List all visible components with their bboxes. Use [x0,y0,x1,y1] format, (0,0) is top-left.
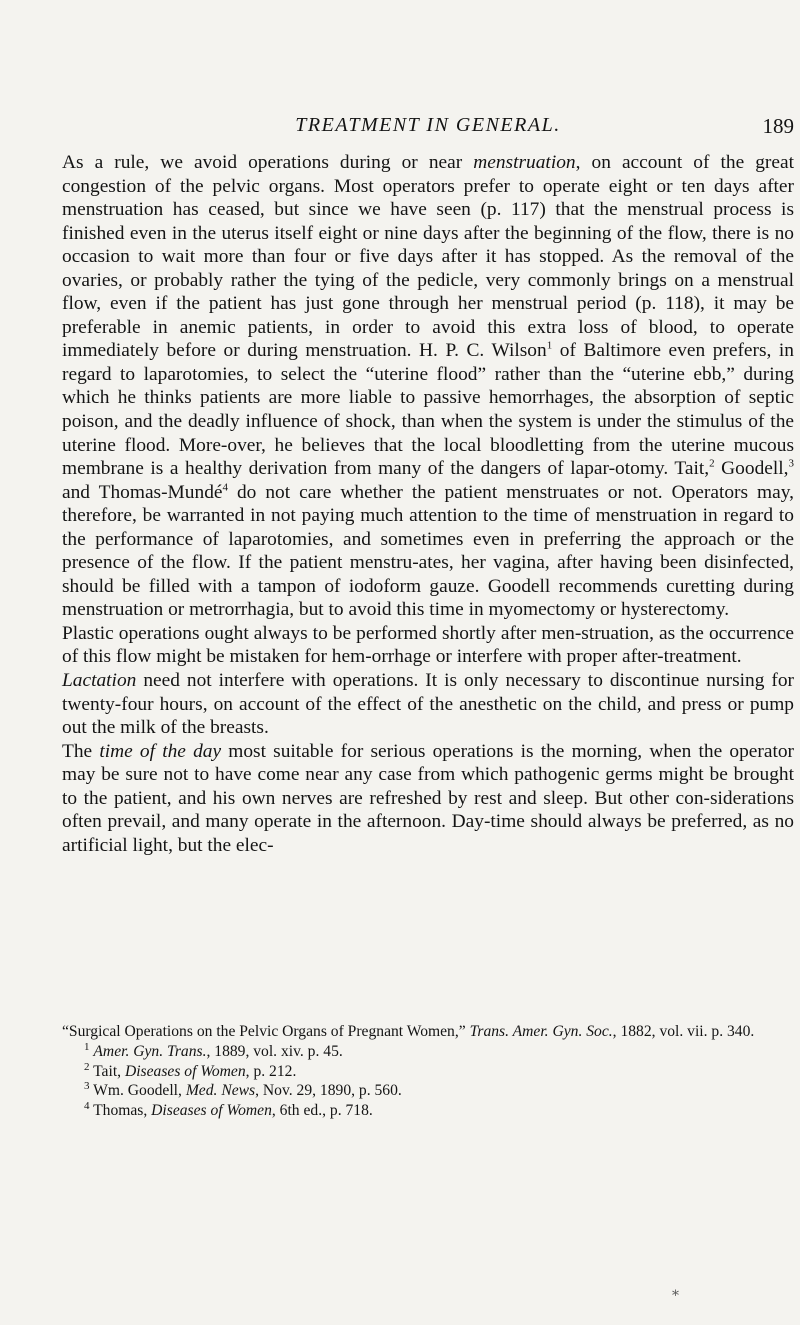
paragraph-menstruation [62,151,794,622]
text-span: , 1889, vol. xiv. p. 45. [206,1042,343,1060]
footnote-2 [62,1062,794,1082]
italic-citation: Trans. Amer. Gyn. Soc. [469,1023,613,1040]
text-span: The [62,740,100,762]
text-span: of Baltimore even prefers, in regard to laparotomies, to select the “uterine flood” rather than the “uterine ebb,” during which he thinks patients are more liable to passive hemorrhages, the absorption of septic poison, and the deadly influence of shock, than when the system is under the stimulus of the uterine flood. More-over, he believes that the local bloodletting from the uterine mucous membrane is a healthy derivation from many of the dangers of lapar-otomy. Tait, [62,340,795,480]
text-span: Thomas, [93,1102,152,1120]
footnote-ref-2: 2 [709,457,715,470]
italic-citation: Diseases of Women [124,1062,246,1080]
footnote-number: 2 [84,1060,90,1073]
footnote-1 [62,1042,794,1062]
paragraph-time-of-day [62,740,794,858]
text-span: , p. 212. [245,1062,297,1080]
footnote-4 [62,1101,794,1121]
text-span: , 6th ed., p. 718. [271,1102,373,1120]
text-span: , Nov. 29, 1890, p. 560. [255,1082,402,1100]
footnotes [62,1022,794,1121]
footnote-continuation [62,1022,794,1042]
text-span: Goodell, [714,458,789,480]
footnote-number: 1 [84,1040,90,1053]
page-header [62,114,794,144]
text-span: , on account of the great congestion of the pelvic organs. Most operators prefer to operate eight or ten days after menstruation has ceased, but since we have seen (p. 117) that the menstrual process is finished even in the uterus itself eight or nine days after the beginning of the flow, there is no occasion to wait more than four or five days after it has stopped. As the removal of the ovaries, or probably rather the tying of the pedicle, very commonly brings on a menstrual flow, even if the patient has just gone through her menstrual period (p. 118), it may be preferable in anemic patients, in order to avoid this extra loss of blood, to operate immediately before or during menstruation. H. P. C. Wilson [62,152,794,362]
italic-term: Lactation [62,670,137,692]
italic-term: menstruation [473,152,576,173]
running-title: TREATMENT IN GENERAL. [295,114,561,136]
paragraph-plastic-operations: Plastic operations ought always to be performed shortly after men-struation, as the occurrence of this flow might be mistaken for hem-orrhage or interfere with proper after-treatment. [62,622,794,668]
text-span: do not care whether the patient menstruates or not. Operators may, therefore, be warranted in not paying much attention to the time of menstruation in regard to the performance of laparotomies, and sometimes even in preferring the approach or the presence of the flow. If the patient menstru-ates, her vagina, after having been disinfected, should be filled with a tampon of iodoform gauze. Goodell recommends curetting during menstruation or metrorrhagia, but to avoid this time in myomectomy or hysterectomy. [62,481,795,621]
italic-citation: Diseases of Women [151,1102,272,1120]
footnote-ref-1: 1 [546,339,553,352]
page-number: 189 [762,114,794,138]
text-span: and Thomas-Mundé [62,481,223,503]
text-span: Wm. Goodell, [93,1082,186,1100]
stray-print-mark: * [672,1288,679,1304]
text-span: most suitable for serious operations is the morning, when the operator may be sure not to have come near any case from which pathogenic germs might be brought to the patient, and his own nerves are refreshed by rest and sleep. But other con-siderations often prevail, and many operate in the afternoon. Day-time should always be preferred, as no artificial light, but the elec- [62,740,794,856]
footnote-number: 3 [84,1080,90,1093]
footnote-number: 4 [84,1100,90,1112]
paragraph-lactation [62,669,794,740]
text-span: As a rule, we avoid operations during or near [62,152,474,173]
text-span: , 1882, vol. vii. p. 340. [612,1023,755,1040]
text-span: “Surgical Operations on the Pelvic Organs of Pregnant Women,” [62,1023,470,1040]
footnote-ref-3: 3 [788,457,794,470]
footnote-ref-4: 4 [222,481,228,494]
text-span: need not interfere with operations. It is only necessary to discontinue nursing for twenty-four hours, on account of the effect of the anesthetic on the child, and press or pump out the milk of the breasts. [62,670,794,739]
body-text [62,151,794,857]
italic-citation: Amer. Gyn. Trans. [93,1042,207,1060]
italic-citation: Med. News [185,1082,256,1100]
text-span: Tait, [93,1062,125,1080]
italic-term: time of the day [99,740,222,762]
footnote-3 [62,1081,794,1101]
